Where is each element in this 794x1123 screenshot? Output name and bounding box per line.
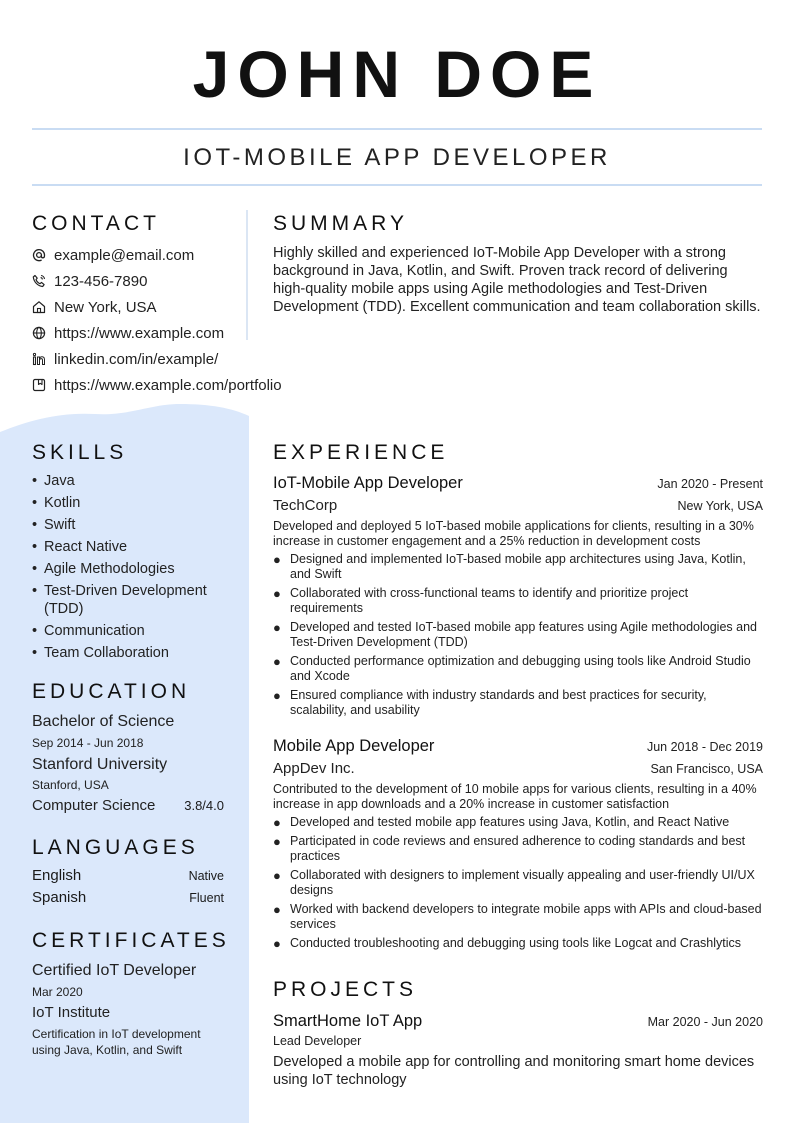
- job-dates: Jan 2020 - Present: [657, 477, 763, 491]
- portfolio-icon: [32, 378, 46, 392]
- languages-list: [32, 867, 224, 911]
- language-row: [32, 889, 224, 911]
- skill-label: Communication: [44, 623, 145, 639]
- list-item: • Team Collaboration: [32, 645, 169, 661]
- list-item: • Agile Methodologies: [32, 561, 175, 577]
- job-location: New York, USA: [677, 499, 763, 513]
- skill-label: Swift: [44, 517, 76, 533]
- list-item: ● Conducted troubleshooting and debugging using tools like Logcat and Crashlytics: [273, 936, 741, 951]
- globe-icon: [32, 326, 46, 340]
- linkedin-icon: [32, 352, 46, 366]
- list-item: • Test-Driven Development (TDD): [32, 582, 242, 618]
- skill-label: Agile Methodologies: [44, 561, 175, 577]
- skill-label: Java: [44, 473, 75, 489]
- header-rule-bottom: [32, 184, 762, 186]
- language-level: Native: [188, 869, 224, 883]
- certificates-heading: CERTIFICATES: [32, 929, 230, 952]
- phone-icon: [32, 274, 46, 288]
- skill-label: Team Collaboration: [44, 645, 169, 661]
- education-gpa: 3.8/4.0: [184, 798, 224, 813]
- job-summary: Contributed to the development of 10 mobile apps for various clients, resulting in a 40% increase in app downloads and a 20% increase in customer satisfaction: [273, 782, 757, 811]
- skills-list: [32, 472, 242, 666]
- list-item: ● Worked with backend developers to integrate mobile apps with APIs and cloud-based services: [273, 902, 762, 931]
- certificate-entry: [32, 961, 232, 1058]
- contact-portfolio[interactable]: [32, 372, 322, 398]
- experience-entry: [273, 735, 763, 955]
- summary-text: Highly skilled and experienced IoT-Mobile App Developer with a strong background in Java, Kotlin, and Swift. Proven track record of delivering high-quality mobile apps using Agile methodologies and Test-Driven Development (TDD). Excellent communication and team collaboration skills.: [273, 245, 761, 315]
- language-name: English: [32, 867, 82, 884]
- list-item: ● Ensured compliance with industry standards and best practices for security, scalability, and usability: [273, 688, 707, 717]
- education-degree: Bachelor of Science: [32, 713, 175, 730]
- list-item: ● Designed and implemented IoT-based mobile app architectures using Java, Kotlin, and Swift: [273, 552, 746, 581]
- contact-linkedin[interactable]: [32, 346, 322, 372]
- job-company: TechCorp: [273, 497, 338, 514]
- list-item: ● Conducted performance optimization and debugging using tools like Android Studio and Xcode: [273, 654, 751, 683]
- job-dates: Jun 2018 - Dec 2019: [646, 740, 763, 754]
- list-item: ● Developed and tested mobile app features using Java, Kotlin, and React Native: [273, 815, 730, 830]
- list-item: • Kotlin: [32, 495, 81, 511]
- header-rule-top: [32, 128, 762, 130]
- job-company: AppDev Inc.: [273, 760, 355, 777]
- education-dates: Sep 2014 - Jun 2018: [32, 736, 144, 750]
- skills-heading: SKILLS: [32, 441, 128, 464]
- contact-website[interactable]: [32, 320, 322, 346]
- skill-label: Kotlin: [44, 495, 81, 511]
- certificate-issuer: IoT Institute: [32, 1004, 111, 1021]
- contact-heading: CONTACT: [32, 212, 160, 235]
- skill-label: Test-Driven Development (TDD): [44, 583, 207, 617]
- project-role: Lead Developer: [273, 1034, 362, 1048]
- contact-email-text: example@email.com: [54, 246, 195, 264]
- job-summary: Developed and deployed 5 IoT-based mobile applications for clients, resulting in a 30% increase in customer engagement and a 25% reduction in development costs: [273, 519, 754, 548]
- certificate-description: Certification in IoT development using Java, Kotlin, and Swift: [32, 1027, 201, 1057]
- contact-linkedin-text: linkedin.com/in/example/: [54, 350, 219, 368]
- contact-phone-text: 123-456-7890: [54, 272, 148, 290]
- job-role: Mobile App Developer: [273, 737, 435, 755]
- skill-label: React Native: [44, 539, 128, 555]
- project-entry: [273, 1010, 763, 1089]
- summary-heading: SUMMARY: [273, 212, 408, 235]
- education-heading: EDUCATION: [32, 680, 191, 703]
- contact-location-text: New York, USA: [54, 298, 157, 316]
- list-item: • Java: [32, 473, 75, 489]
- contact-portfolio-text: https://www.example.com/portfolio: [54, 376, 282, 394]
- language-level: Fluent: [189, 891, 224, 905]
- list-item: • Communication: [32, 623, 145, 639]
- education-field: Computer Science: [32, 797, 156, 814]
- job-bullets: [273, 552, 763, 718]
- candidate-name: JOHN DOE: [192, 37, 602, 111]
- home-icon: [32, 300, 46, 314]
- education-school: Stanford University: [32, 756, 168, 773]
- certificate-name: Certified IoT Developer: [32, 962, 197, 979]
- languages-heading: LANGUAGES: [32, 836, 199, 859]
- experience-entry: [273, 472, 763, 722]
- list-item: • React Native: [32, 539, 128, 555]
- project-name: SmartHome IoT App: [273, 1012, 423, 1030]
- certificate-date: Mar 2020: [32, 985, 83, 999]
- projects-heading: PROJECTS: [273, 978, 418, 1001]
- list-item: ● Collaborated with designers to implement visually appealing and user-friendly UI/UX designs: [273, 868, 755, 897]
- list-item: ● Collaborated with cross-functional teams to identify and prioritize project requirements: [273, 586, 689, 615]
- job-bullets: [273, 815, 763, 951]
- job-role: IoT-Mobile App Developer: [273, 474, 463, 492]
- education-location: Stanford, USA: [32, 778, 109, 792]
- language-name: Spanish: [32, 889, 87, 906]
- job-title: IOT-MOBILE APP DEVELOPER: [183, 144, 611, 171]
- language-row: [32, 867, 224, 889]
- project-description: Developed a mobile app for controlling and monitoring smart home devices using IoT technology: [273, 1054, 755, 1088]
- contact-website-text: https://www.example.com: [54, 324, 225, 342]
- experience-heading: EXPERIENCE: [273, 441, 449, 464]
- job-location: San Francisco, USA: [650, 762, 763, 776]
- at-icon: [32, 248, 46, 262]
- education-entry: [32, 712, 224, 816]
- list-item: • Swift: [32, 517, 76, 533]
- list-item: ● Developed and tested IoT-based mobile app features using Agile methodologies and Test-Driven Development (TDD): [273, 620, 757, 649]
- list-item: ● Participated in code reviews and ensured adherence to coding standards and best practices: [273, 834, 746, 863]
- project-dates: Mar 2020 - Jun 2020: [647, 1015, 763, 1029]
